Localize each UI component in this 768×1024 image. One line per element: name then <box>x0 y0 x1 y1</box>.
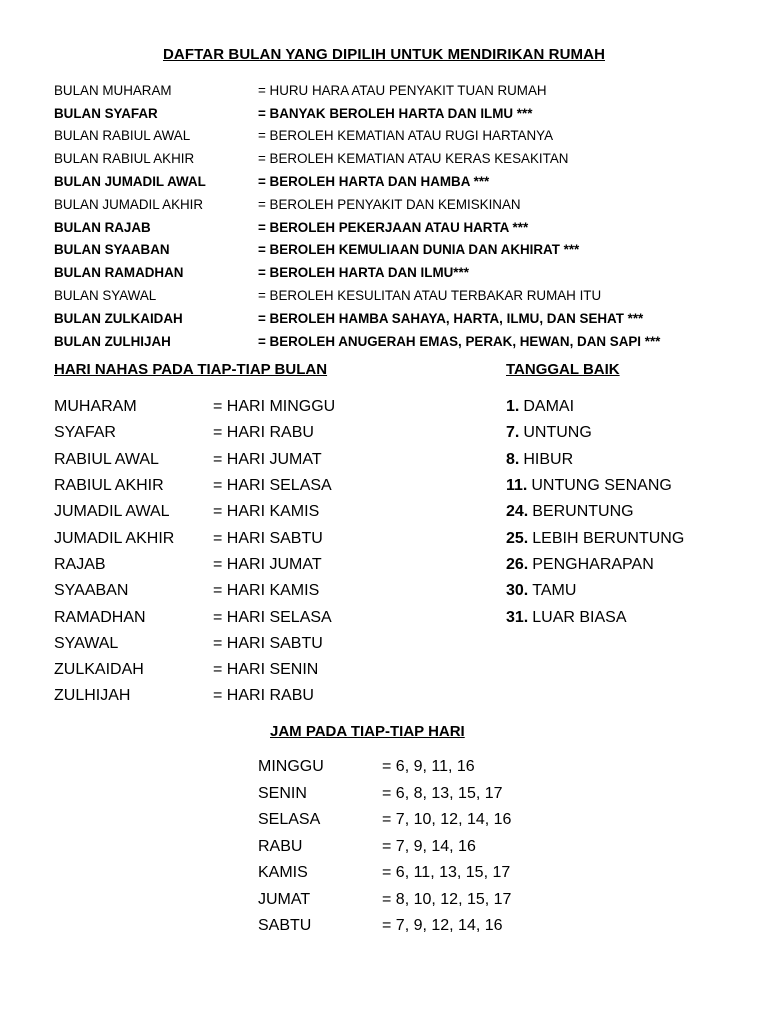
nahas-row <box>54 525 474 551</box>
month-value: = BEROLEH KEMATIAN ATAU RUGI HARTANYA <box>258 128 554 144</box>
jam-hours: = 8, 10, 12, 15, 17 <box>382 890 512 908</box>
month-value: = BEROLEH KESULITAN ATAU TERBAKAR RUMAH ITU <box>258 288 602 304</box>
baik-label: DAMAI <box>523 398 575 416</box>
nahas-row <box>54 394 474 420</box>
nahas-day: = HARI JUMAT <box>213 555 322 573</box>
baik-number: 25. <box>506 529 529 547</box>
month-row <box>54 216 754 239</box>
nahas-list <box>54 394 474 710</box>
baik-row <box>506 499 756 525</box>
jam-hours: = 6, 9, 11, 16 <box>382 758 475 776</box>
nahas-day: = HARI SABTU <box>213 634 323 652</box>
jam-heading: JAM PADA TIAP-TIAP HARI <box>270 723 465 740</box>
month-value: = HURU HARA ATAU PENYAKIT TUAN RUMAH <box>258 82 547 98</box>
nahas-day: = HARI SABTU <box>213 529 323 547</box>
nahas-month: SYAFAR <box>54 424 116 442</box>
nahas-month: ZULKAIDAH <box>54 661 144 679</box>
baik-row <box>506 473 756 499</box>
baik-list <box>506 394 756 631</box>
baik-number: 31. <box>506 608 529 626</box>
baik-label: HIBUR <box>523 450 574 468</box>
jam-hours: = 7, 9, 12, 14, 16 <box>382 917 503 935</box>
nahas-month: SYAABAN <box>54 582 129 600</box>
baik-row <box>506 420 756 446</box>
month-row <box>54 307 754 330</box>
baik-row <box>506 604 756 630</box>
nahas-heading: HARI NAHAS PADA TIAP-TIAP BULAN <box>54 361 328 378</box>
baik-row <box>506 394 756 420</box>
months-list <box>54 79 754 353</box>
baik-label: PENGHARAPAN <box>532 555 654 573</box>
baik-row <box>506 447 756 473</box>
jam-row <box>258 781 658 808</box>
jam-hours: = 7, 10, 12, 14, 16 <box>382 811 512 829</box>
nahas-month: ZULHIJAH <box>54 687 131 705</box>
month-value: = BEROLEH PENYAKIT DAN KEMISKINAN <box>258 196 521 212</box>
nahas-day: = HARI SENIN <box>213 661 319 679</box>
baik-heading: TANGGAL BAIK <box>506 361 620 378</box>
baik-number: 26. <box>506 555 529 573</box>
month-name: BULAN JUMADIL AKHIR <box>54 196 204 212</box>
month-row <box>54 284 754 307</box>
nahas-month: JUMADIL AKHIR <box>54 529 175 547</box>
month-value: = BEROLEH HARTA DAN ILMU*** <box>258 265 469 281</box>
jam-day: SENIN <box>258 784 307 802</box>
month-row <box>54 102 754 125</box>
nahas-row <box>54 578 474 604</box>
nahas-month: MUHARAM <box>54 398 137 416</box>
nahas-day: = HARI MINGGU <box>213 398 336 416</box>
month-name: BULAN SYAABAN <box>54 242 170 258</box>
month-row <box>54 170 754 193</box>
jam-day: RABU <box>258 837 303 855</box>
baik-label: BERUNTUNG <box>532 503 634 521</box>
month-row <box>54 125 754 148</box>
month-value: = BEROLEH HAMBA SAHAYA, HARTA, ILMU, DAN SEHAT *** <box>258 310 644 326</box>
month-name: BULAN ZULKAIDAH <box>54 310 183 326</box>
month-value: = BEROLEH KEMULIAAN DUNIA DAN AKHIRAT *** <box>258 242 580 258</box>
jam-row <box>258 754 658 781</box>
month-row <box>54 261 754 284</box>
month-value: = BEROLEH HARTA DAN HAMBA *** <box>258 174 490 190</box>
jam-day: JUMAT <box>258 890 311 908</box>
month-row <box>54 330 754 353</box>
jam-day: MINGGU <box>258 758 324 776</box>
baik-number: 8. <box>506 450 520 468</box>
jam-hours: = 6, 8, 13, 15, 17 <box>382 784 503 802</box>
jam-hours: = 7, 9, 14, 16 <box>382 837 476 855</box>
baik-number: 7. <box>506 424 520 442</box>
nahas-day: = HARI SELASA <box>213 608 332 626</box>
nahas-row <box>54 631 474 657</box>
jam-row <box>258 807 658 834</box>
baik-label: LEBIH BERUNTUNG <box>532 529 685 547</box>
nahas-row <box>54 657 474 683</box>
month-name: BULAN SYAFAR <box>54 105 158 121</box>
nahas-day: = HARI SELASA <box>213 477 332 495</box>
month-value: = BEROLEH ANUGERAH EMAS, PERAK, HEWAN, DAN SAPI *** <box>258 333 661 349</box>
month-row <box>54 147 754 170</box>
nahas-day: = HARI KAMIS <box>213 582 320 600</box>
nahas-row <box>54 604 474 630</box>
month-name: BULAN JUMADIL AWAL <box>54 174 206 190</box>
month-name: BULAN RABIUL AKHIR <box>54 151 195 167</box>
baik-number: 24. <box>506 503 529 521</box>
jam-row <box>258 913 658 940</box>
month-value: = BEROLEH PEKERJAAN ATAU HARTA *** <box>258 219 529 235</box>
jam-row <box>258 860 658 887</box>
month-name: BULAN RABIUL AWAL <box>54 128 191 144</box>
nahas-day: = HARI RABU <box>213 424 314 442</box>
jam-day: SABTU <box>258 917 312 935</box>
nahas-month: RABIUL AKHIR <box>54 477 164 495</box>
nahas-row <box>54 473 474 499</box>
nahas-row <box>54 499 474 525</box>
month-name: BULAN MUHARAM <box>54 82 172 98</box>
month-name: BULAN RAMADHAN <box>54 265 184 281</box>
baik-number: 11. <box>506 477 528 495</box>
nahas-month: SYAWAL <box>54 634 119 652</box>
nahas-month: RAMADHAN <box>54 608 146 626</box>
month-value: = BANYAK BEROLEH HARTA DAN ILMU *** <box>258 105 533 121</box>
month-name: BULAN ZULHIJAH <box>54 333 171 349</box>
nahas-month: RABIUL AWAL <box>54 450 159 468</box>
jam-hours: = 6, 11, 13, 15, 17 <box>382 864 511 882</box>
baik-row <box>506 525 756 551</box>
document-title: DAFTAR BULAN YANG DIPILIH UNTUK MENDIRIKAN RUMAH <box>162 46 605 63</box>
month-value: = BEROLEH KEMATIAN ATAU KERAS KESAKITAN <box>258 151 569 167</box>
baik-label: UNTUNG SENANG <box>531 477 672 495</box>
baik-row <box>506 552 756 578</box>
month-name: BULAN SYAWAL <box>54 288 157 304</box>
nahas-day: = HARI KAMIS <box>213 503 320 521</box>
jam-list <box>258 754 658 940</box>
nahas-month: RAJAB <box>54 555 106 573</box>
baik-row <box>506 578 756 604</box>
baik-label: TAMU <box>532 582 577 600</box>
nahas-row <box>54 447 474 473</box>
nahas-month: JUMADIL AWAL <box>54 503 170 521</box>
nahas-row <box>54 552 474 578</box>
jam-row <box>258 834 658 861</box>
baik-label: UNTUNG <box>523 424 592 442</box>
baik-number: 30. <box>506 582 529 600</box>
month-row <box>54 239 754 262</box>
month-name: BULAN RAJAB <box>54 219 151 235</box>
jam-row <box>258 887 658 914</box>
nahas-day: = HARI JUMAT <box>213 450 322 468</box>
baik-number: 1. <box>506 398 520 416</box>
month-row <box>54 79 754 102</box>
nahas-row <box>54 683 474 709</box>
jam-day: KAMIS <box>258 864 308 882</box>
nahas-day: = HARI RABU <box>213 687 314 705</box>
baik-label: LUAR BIASA <box>532 608 627 626</box>
nahas-row <box>54 420 474 446</box>
month-row <box>54 193 754 216</box>
jam-day: SELASA <box>258 811 321 829</box>
